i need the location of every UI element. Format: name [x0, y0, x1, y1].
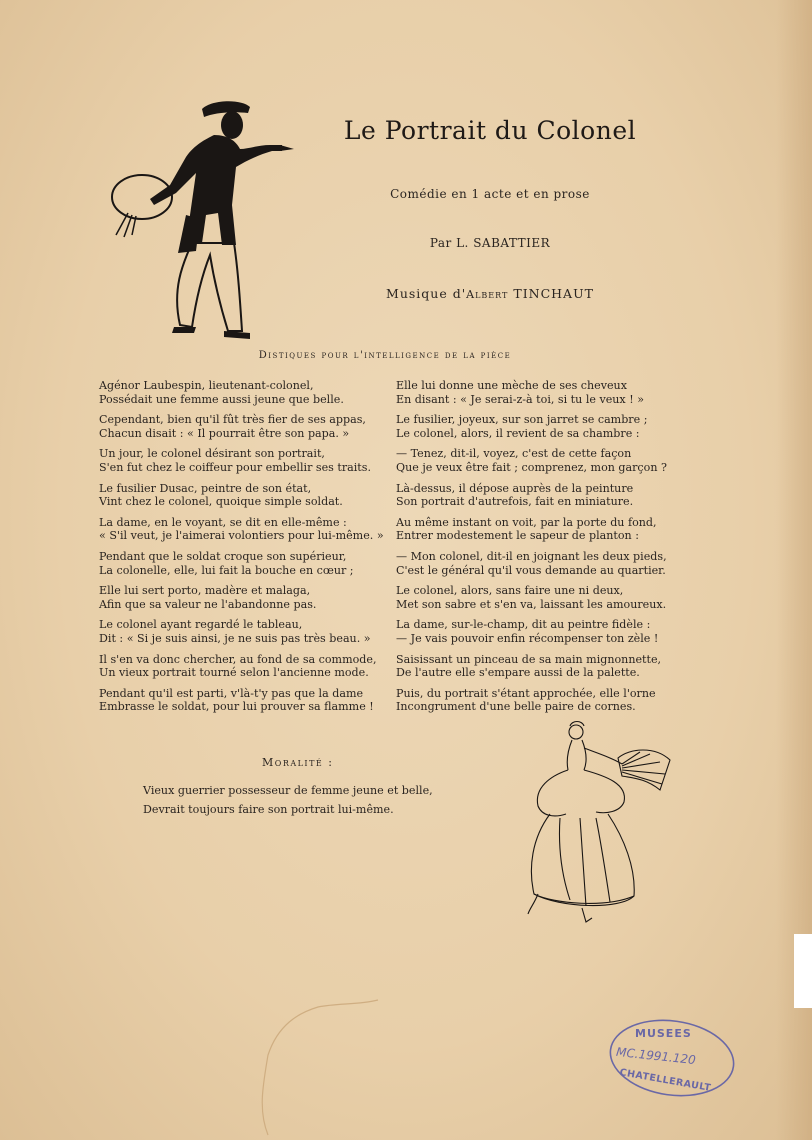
couplet — [396, 447, 666, 474]
couplet — [99, 687, 381, 714]
couplet — [396, 379, 666, 406]
verse-line: Vint chez le colonel, quoique simple soldat. — [99, 495, 343, 509]
verse-line: Le colonel, alors, il revient de sa chambre : — [396, 426, 640, 440]
couplet — [396, 413, 666, 440]
verse-line: Pendant qu'il est parti, v'là-t'y pas que la dame — [99, 686, 364, 700]
verse-line: — Tenez, dit-il, voyez, c'est de cette façon — [396, 447, 632, 461]
verse-line: Son portrait d'autrefois, fait en miniature. — [396, 495, 634, 509]
verse-line: De l'autre elle s'empare aussi de la palette. — [396, 666, 640, 680]
verse-line: Il s'en va donc chercher, au fond de sa commode, — [99, 652, 377, 666]
couplet — [396, 653, 666, 680]
couplet — [396, 584, 666, 611]
verse-line: Pendant que le soldat croque son supérieur, — [99, 549, 347, 563]
stamp-inventory-number: MC.1991.120 — [615, 1044, 697, 1068]
couplet — [396, 516, 666, 543]
colonel-illustration — [110, 95, 300, 343]
play-subtitle: Comédie en 1 acte et en prose — [390, 187, 590, 201]
verse-line: Met son sabre et s'en va, laissant les amoureux. — [396, 597, 667, 611]
couplet — [396, 687, 666, 714]
paper-tear — [794, 934, 812, 1008]
music-prefix: Musique d' — [386, 286, 467, 301]
couplets-left-column — [99, 379, 384, 721]
couplet — [396, 618, 666, 645]
verse-line: Possédait une femme aussi jeune que belle. — [99, 392, 344, 406]
verse-line: Dit : « Si je suis ainsi, je ne suis pas très beau. » — [99, 631, 371, 645]
verse-line: Puis, du portrait s'étant approchée, elle l'orne — [396, 686, 656, 700]
verse-line: Là-dessus, il dépose auprès de la peinture — [396, 481, 634, 495]
verse-line: Au même instant on voit, par la porte du fond, — [396, 515, 657, 529]
verse-line: La colonelle, elle, lui fait la bouche en cœur ; — [99, 563, 354, 577]
moral-line: Vieux guerrier possesseur de femme jeune et belle, — [143, 784, 433, 797]
couplet — [99, 515, 384, 543]
couplet — [99, 379, 381, 406]
verse-line: Saisissant un pinceau de sa main mignonnette, — [396, 652, 662, 666]
verse-line: Elle lui sert porto, madère et malaga, — [99, 584, 311, 598]
moral-line: Devrait toujours faire son portrait lui-même. — [143, 803, 394, 816]
couplet — [99, 482, 381, 509]
verse-line: Afin que sa valeur ne l'abandonne pas. — [99, 597, 317, 611]
couplet — [99, 584, 381, 611]
verse-line: En disant : « Je serai-z-à toi, si tu le veux ! » — [396, 392, 644, 406]
verse-line: — Mon colonel, dit-il en joignant les deux pieds, — [396, 549, 667, 563]
verse-line: — Je vais pouvoir enfin récompenser ton zèle ! — [396, 631, 659, 645]
verse-line: Un vieux portrait tourné selon l'ancienne mode. — [99, 666, 369, 680]
verse-line: S'en fut chez le coiffeur pour embellir ses traits. — [99, 460, 371, 474]
couplet — [396, 482, 666, 509]
verse-line: Embrasse le soldat, pour lui prouver sa flamme ! — [99, 700, 374, 714]
author-line — [330, 236, 650, 250]
section-heading: Distiques pour l'intelligence de la pièce — [258, 350, 512, 361]
couplet — [99, 447, 381, 474]
stamp-top-text: MUSEES — [635, 1027, 692, 1040]
verse-line: Le fusilier Dusac, peintre de son état, — [99, 481, 312, 495]
composer-last-name: TINCHAUT — [513, 286, 594, 301]
verse-line: Elle lui donne une mèche de ses cheveux — [396, 379, 627, 392]
couplet — [99, 413, 381, 440]
couplet — [99, 550, 381, 577]
couplet — [396, 550, 666, 577]
verse-line: « S'il veut, je l'aimerai volontiers pour lui-même. » — [99, 529, 384, 543]
author-name: SABATTIER — [473, 236, 551, 250]
verse-line: La dame, en le voyant, se dit en elle-même : — [99, 515, 347, 529]
verse-line: Le fusilier, joyeux, sur son jarret se cambre ; — [396, 413, 648, 427]
couplets-right-column — [396, 379, 666, 721]
verse-line: Que je veux être fait ; comprenez, mon garçon ? — [396, 460, 667, 474]
verse-line: C'est le général qu'il vous demande au quartier. — [396, 563, 666, 577]
verse-line: La dame, sur-le-champ, dit au peintre fidèle : — [396, 618, 651, 632]
verse-line: Cependant, bien qu'il fût très fier de ses appas, — [99, 413, 366, 427]
verse-line: Le colonel, alors, sans faire une ni deux, — [396, 584, 624, 598]
composer-first-name: Albert — [466, 288, 509, 301]
page-title: Le Portrait du Colonel — [343, 116, 637, 145]
moral-title: Moralité : — [262, 756, 334, 769]
verse-line: Entrer modestement le sapeur de planton : — [396, 529, 639, 543]
verse-line: Chacun disait : « Il pourrait être son papa. » — [99, 426, 350, 440]
music-credit-line — [330, 286, 650, 301]
author-prefix: Par L. — [429, 236, 469, 250]
verse-line: Incongrument d'une belle paire de cornes. — [396, 700, 636, 714]
verse-line: Le colonel ayant regardé le tableau, — [99, 618, 303, 632]
stamp-bottom-text: CHATELLERAULT — [618, 1067, 712, 1094]
verse-line: Agénor Laubespin, lieutenant-colonel, — [99, 379, 314, 392]
lady-illustration — [510, 718, 680, 928]
couplet — [99, 618, 381, 645]
paper-crease — [238, 995, 398, 1140]
couplet — [99, 653, 381, 680]
verse-line: Un jour, le colonel désirant son portrait, — [99, 447, 325, 461]
